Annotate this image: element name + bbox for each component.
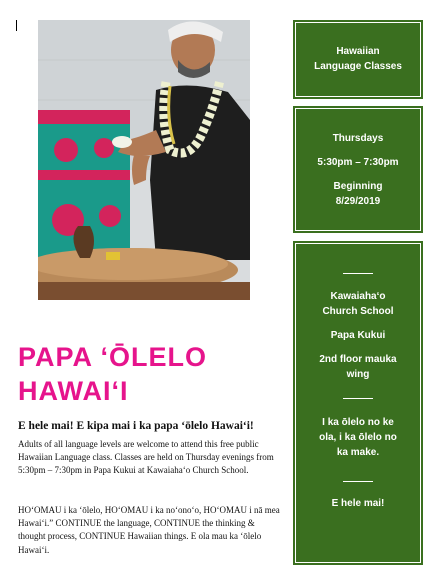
- motto-paragraph: HOʻOMAU i ka ʻōlelo, HOʻOMAU i ka noʻonoʻo, HOʻOMAU i nā mea Hawaiʻi.” CONTINUE the language, CONTINUE the thinking & thought process, CONTINUE Hawaiian things. E ola mau ka ʻōlelo Hawaiʻi.: [18, 505, 280, 555]
- schedule-day: Thursdays: [332, 133, 384, 144]
- schedule-beginning: Beginning: [333, 181, 383, 192]
- room-name: Papa Kukui: [330, 330, 386, 341]
- divider: [343, 481, 373, 482]
- class-name-box: [293, 20, 423, 99]
- class-name-line-1: Hawaiian: [336, 46, 380, 57]
- title-line-2: HAWAIʻI: [18, 376, 129, 406]
- proverb-line-2: ola, i ka ōlelo no: [319, 432, 397, 443]
- location-name-line-1: Kawaiahaʻo: [330, 291, 386, 302]
- location-box: [293, 241, 423, 565]
- divider: [343, 398, 373, 399]
- schedule-time: 5:30pm – 7:30pm: [317, 157, 399, 168]
- proverb-line-1: I ka ōlelo no ke: [322, 417, 394, 428]
- schedule-start-date: 8/29/2019: [335, 196, 381, 207]
- class-photo: [38, 20, 250, 300]
- floor-line-1: 2nd floor mauka: [319, 354, 397, 365]
- floor-line-2: wing: [346, 369, 370, 380]
- location-name-line-2: Church School: [322, 306, 394, 317]
- divider: [343, 273, 373, 274]
- title-line-1: PAPA ʻŌLELO: [18, 342, 208, 372]
- description-paragraph: Adults of all language levels are welcome to attend this free public Hawaiian Language class. Classes are held on Thursday evenings from 5:30pm – 7:30pm in Papa Kukui at Kawaiahaʻo Church School.: [18, 439, 274, 476]
- class-name-line-2: Language Classes: [314, 61, 402, 72]
- proverb-line-3: ka make.: [336, 447, 380, 458]
- welcome-subtitle: E hele mai! E kipa mai i ka papa ʻōlelo Hawaiʻi!: [18, 420, 254, 432]
- schedule-box: [293, 106, 423, 233]
- page-title: [18, 340, 280, 408]
- text-cursor: [16, 20, 17, 31]
- closing-text: E hele mai!: [331, 498, 385, 509]
